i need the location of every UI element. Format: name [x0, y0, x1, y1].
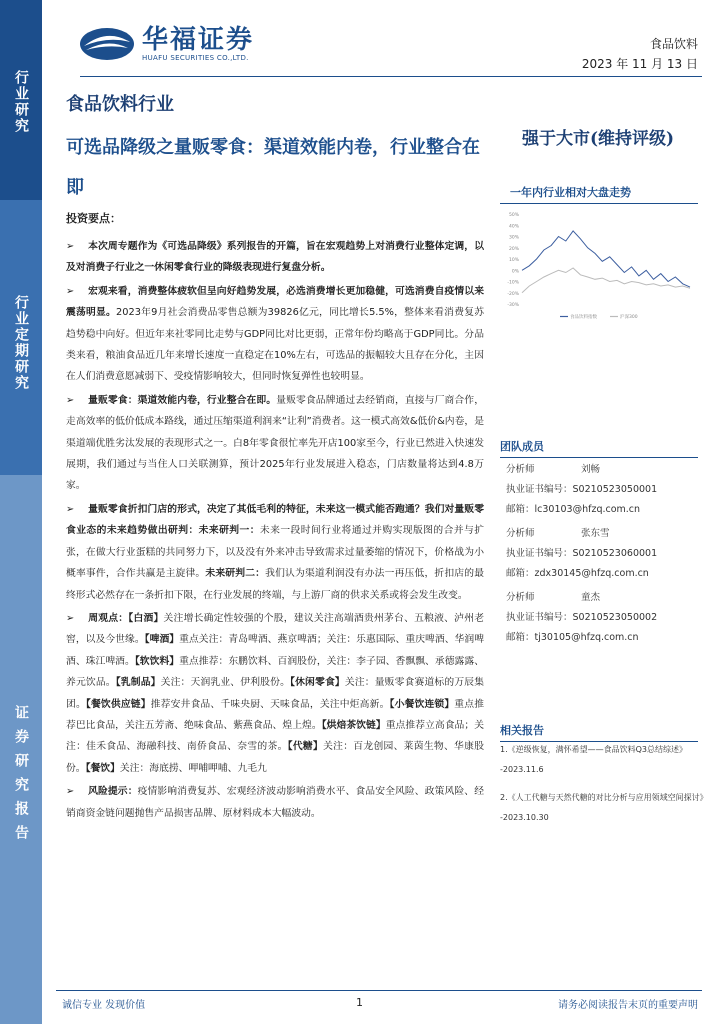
footer-disclaimer: 请务必阅读报告末页的重要声明 [558, 1000, 698, 1011]
header-date: 2023 年 11 月 13 日 [581, 57, 698, 71]
header-category: 食品饮料 [649, 37, 698, 51]
key-points-body [66, 236, 484, 826]
y-tick-label: 50% [508, 213, 519, 218]
analyst-cert: S0210523050001 [572, 484, 658, 495]
sidebar-block-securities-report: 证券研究报告 [0, 475, 42, 1024]
related-reports [500, 740, 712, 836]
key-point-risk: ➢ 风险提示：疫情影响消费复苏、宏观经济波动影响消费水平、食品安全风险、政策风险、经销商资金链问题抛售产品损害品牌、原材料成本大幅波动。 [66, 786, 485, 819]
analyst-email[interactable]: lc30103@hfzq.com.cn [534, 504, 641, 515]
logo-mark-icon [78, 26, 136, 62]
footer-divider [56, 990, 702, 991]
report-title: 可选品降级之量贩零食：渠道效能内卷，行业整合在即 [66, 137, 480, 198]
company-logo [78, 26, 254, 62]
chart-heading: 一年内行业相对大盘走势 [500, 184, 698, 204]
y-tick-label: -20% [507, 291, 519, 297]
sidebar [0, 0, 42, 1024]
analyst-card: 分析师 张东雪 执业证书编号： S0210523060001 邮箱： zdx30145@hfzq.com.cn [506, 524, 696, 584]
analyst-card: 分析师 童杰 执业证书编号： S0210523050002 邮箱： tj30105@hfzq.com.cn [506, 588, 696, 648]
y-tick-label: -10% [507, 280, 519, 286]
related-report-item[interactable]: 1.《逆级恢复，满怀希望——食品饮料Q3总结综述》 -2023.11.6 [500, 745, 688, 774]
series-line [522, 231, 690, 287]
analyst-email[interactable]: zdx30145@hfzq.com.cn [534, 568, 649, 579]
y-tick-label: 0% [511, 269, 519, 275]
chart-svg [500, 208, 694, 328]
related-report-item[interactable]: 2.《人工代糖与天然代糖的对比分析与应用领域空间探讨》 -2023.10.30 [500, 793, 708, 822]
key-point-intro: ➢ 本次周专题作为《可选品降级》系列报告的开篇，旨在宏观趋势上对消费行业整体定调，以及对消费子行业之一休闲零食行业的降级表现进行复盘分析。 [66, 241, 484, 274]
industry-title: 食品饮料行业 [66, 94, 174, 115]
key-points-heading: 投资要点： [66, 212, 121, 225]
series-line [522, 268, 690, 293]
rating: 强于大市(维持评级) [522, 129, 675, 149]
legend-label: 食品饮料指数 [570, 315, 597, 320]
relative-performance-chart [500, 208, 694, 328]
sidebar-block-industry-research: 行业研究 [0, 0, 42, 200]
legend-label: 沪深300 [620, 315, 638, 320]
y-tick-label: 40% [508, 224, 519, 230]
team-list [506, 460, 696, 652]
y-tick-label: 30% [508, 235, 519, 241]
y-tick-label: 20% [508, 246, 519, 252]
analyst-name: 张东雪 [581, 528, 610, 539]
page-number: 1 [356, 996, 363, 1009]
logo-text-en: HUAFU SECURITIES CO.,LTD. [142, 54, 249, 62]
related-heading: 相关报告 [500, 722, 698, 742]
key-point-macro: ➢ 宏观来看，消费整体疲软但呈向好趋势发展，必选消费增长更加稳健，可选消费自疫情以来震荡明显。2023年9月社会消费品零售总额为39826亿元，同比增长5.5%，整体来看消费复苏趋势稳中向好。但近年来社零同比走势与GDP同比对比更弱，正常年份均略高于GDP同比。分品类来看，粮油食品近几年来增长速度一直稳定在10%左右，可选品的振幅较大且存在分化，主因在人们消费意愿减弱下、受疫情影响较大，但同时恢复弹性也较明显。 [66, 285, 484, 383]
header-divider [80, 76, 702, 77]
key-point-weekly: ➢ 周观点：【白酒】关注增长确定性较强的个股，建议关注高端酒贵州茅台、五粮液、泸州老窖，以及今世缘。【啤酒】重点关注：青岛啤酒、燕京啤酒；关注：乐惠国际、重庆啤酒、华润啤酒、珠江啤酒。【软饮料】重点推荐：东鹏饮料、百润股份，关注：李子园、香飘飘、承德露露、养元饮品。【乳制品】关注：天润乳业、伊利股份。【休闲零食】关注：量贩零食赛道标的万辰集团。【餐饮供应链】推荐安井食品、千味央厨、天味食品，关注中炬高新。【小餐饮连锁】重点推荐巴比食品，关注五芳斋、绝味食品、紫燕食品、煌上煌。【烘焙茶饮链】重点推荐立高食品；关注：佳禾食品、海融科技、南侨食品、奈雪的茶。【代糖】关注：百龙创园、莱茵生物、华康股份。【餐饮】关注：海底捞、呷哺呷哺、九毛九 [66, 612, 485, 774]
logo-text-cn: 华福证券 [142, 25, 255, 55]
sidebar-block-periodic-research: 行业定期研究 [0, 200, 42, 475]
y-tick-label: -30% [507, 303, 519, 308]
footer-slogan: 诚信专业 发现价值 [62, 1000, 146, 1011]
key-point-outlook: ➢ 量贩零食折扣门店的形式，决定了其低毛利的特征，未来这一模式能否跑通？我们对量贩零食业态的未来趋势做出研判：未来研判一：未来一段时间行业将通过并购实现版图的合并与扩张，在做大行业蛋糕的共同努力下，以及没有外来冲击导致需求过量萎缩的情况下，价格战为小概率事件，合作共赢是主旋律。未来研判二：我们认为渠道利润没有办法一再压低，折扣店的最终形式必然存在一条折扣下限，在行业发展的终端，与上游厂商的供求关系或将会发生改变。 [66, 503, 485, 601]
analyst-card: 分析师 刘畅 执业证书编号： S0210523050001 邮箱： lc30103@hfzq.com.cn [506, 460, 696, 520]
analyst-cert: S0210523060001 [572, 548, 658, 559]
key-point-channel: ➢ 量贩零食：渠道效能内卷，行业整合在即。量贩零食品牌通过去经销商，直接与厂商合作，走高效率的低价低成本路线，通过压缩渠道利润来“让利”消费者。这一模式高效&低价&内卷，是渠道端优胜劣汰发展的表现形式之一。白8年零食很忙率先开店100家至今，行业已然进入快速发展期，我们通过与当住人口关联测算，预计2025年行业发展进入稳态，门店数量将达到4.8万家。 [66, 394, 484, 492]
analyst-email[interactable]: tj30105@hfzq.com.cn [534, 632, 639, 643]
analyst-name: 刘畅 [581, 464, 601, 475]
y-tick-label: 10% [508, 258, 519, 263]
header-meta [582, 34, 698, 74]
team-heading: 团队成员 [500, 438, 698, 458]
analyst-cert: S0210523050002 [572, 612, 658, 623]
analyst-name: 童杰 [581, 592, 601, 603]
